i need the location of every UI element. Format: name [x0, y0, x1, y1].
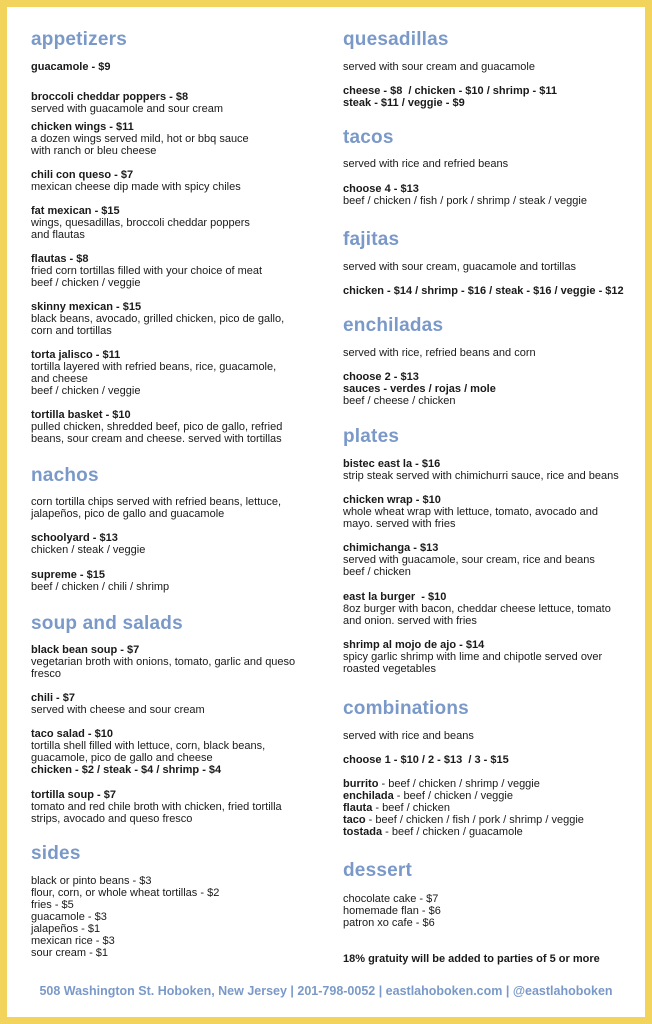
- section-title-quesadillas: quesadillas: [343, 29, 449, 50]
- menu-item: tortilla soup - $7 tomato and red chile broth with chicken, fried tortilla strips, avocado and queso fresco: [31, 789, 282, 825]
- section-title-appetizers: appetizers: [31, 29, 127, 50]
- menu-item: east la burger - $10 8oz burger with bacon, cheddar cheese lettuce, tomato and onion. served with fries: [343, 591, 611, 627]
- sides-list: black or pinto beans - $3 flour, corn, or whole wheat tortillas - $2 fries - $5 guacamole - $3 jalapeños - $1 mexican rice - $3 sour cream - $1: [31, 875, 220, 959]
- dessert-list: chocolate cake - $7 homemade flan - $6 patron xo cafe - $6: [343, 893, 441, 929]
- gratuity-notice: 18% gratuity will be added to parties of 5 or more: [343, 953, 600, 965]
- menu-item: black bean soup - $7 vegetarian broth with onions, tomato, garlic and queso fresco: [31, 644, 296, 680]
- menu-item: choose 4 - $13 beef / chicken / fish / pork / shrimp / steak / veggie: [343, 183, 587, 207]
- menu-item: flautas - $8 fried corn tortillas filled with your choice of meat beef / chicken / veggie: [31, 253, 263, 289]
- section-title-soup-and-salads: soup and salads: [31, 613, 183, 634]
- menu-item: supreme - $15 beef / chicken / chili / shrimp: [31, 569, 170, 593]
- menu-item: choose 2 - $13 sauces - verdes / rojas / mole beef / cheese / chicken: [343, 371, 496, 407]
- section-title-nachos: nachos: [31, 465, 99, 486]
- menu-item: chili - $7 served with cheese and sour cream: [31, 692, 205, 716]
- section-title-enchiladas: enchiladas: [343, 315, 444, 336]
- section-intro: served with rice, refried beans and corn: [343, 347, 536, 359]
- menu-page: [7, 7, 645, 1017]
- footer-contact: 508 Washington St. Hoboken, New Jersey | 201-798-0052 | eastlahoboken.com | @eastlahoboken: [39, 984, 613, 998]
- menu-item: shrimp al mojo de ajo - $14 spicy garlic shrimp with lime and chipotle served over roasted vegetables: [343, 639, 603, 675]
- section-intro: served with sour cream, guacamole and tortillas: [343, 261, 576, 273]
- menu-item: chimichanga - $13 served with guacamole, sour cream, rice and beans beef / chicken: [343, 542, 595, 578]
- price-list: cheese - $8 / chicken - $10 / shrimp - $11 steak - $11 / veggie - $9: [343, 85, 558, 109]
- menu-item: guacamole - $9: [31, 61, 111, 73]
- menu-item: torta jalisco - $11 tortilla layered with refried beans, rice, guacamole, and cheese beef / chicken / veggie: [31, 349, 277, 397]
- section-title-dessert: dessert: [343, 860, 412, 881]
- menu-item: chicken wrap - $10 whole wheat wrap with lettuce, tomato, avocado and mayo. served with fries: [343, 494, 598, 530]
- section-title-combinations: combinations: [343, 698, 469, 719]
- section-title-sides: sides: [31, 843, 81, 864]
- menu-item: broccoli cheddar poppers - $8 served with guacamole and sour cream: [31, 91, 223, 115]
- menu-item: fat mexican - $15 wings, quesadillas, broccoli cheddar poppers and flautas: [31, 205, 250, 241]
- menu-item: chili con queso - $7 mexican cheese dip made with spicy chiles: [31, 169, 241, 193]
- combination-options: burrito - beef / chicken / shrimp / veggie enchilada - beef / chicken / veggie flauta - beef / chicken taco - beef / chicken / fish / pork / shrimp / veggie tostada - beef / chicken / guacamole: [343, 778, 584, 838]
- menu-item: tortilla basket - $10 pulled chicken, shredded beef, pico de gallo, refried beans, sour cream and cheese. served with tortillas: [31, 409, 283, 445]
- menu-item: chicken wings - $11 a dozen wings served mild, hot or bbq sauce with ranch or bleu cheese: [31, 121, 249, 157]
- section-intro: served with rice and beans: [343, 730, 474, 742]
- section-title-fajitas: fajitas: [343, 229, 400, 250]
- menu-item: skinny mexican - $15 black beans, avocado, grilled chicken, pico de gallo, corn and tortillas: [31, 301, 285, 337]
- section-intro: corn tortilla chips served with refried beans, lettuce, jalapeños, pico de gallo and guacamole: [31, 496, 282, 520]
- menu-item: schoolyard - $13 chicken / steak / veggie: [31, 532, 146, 556]
- price-list: chicken - $14 / shrimp - $16 / steak - $16 / veggie - $12: [343, 285, 624, 297]
- menu-item: taco salad - $10 tortilla shell filled with lettuce, corn, black beans, guacamole, pico de gallo and cheese chicken - $2 / steak - $4 / shrimp - $4: [31, 728, 266, 776]
- section-intro: served with rice and refried beans: [343, 158, 509, 170]
- section-title-tacos: tacos: [343, 127, 394, 148]
- combination-pricing: choose 1 - $10 / 2 - $13 / 3 - $15: [343, 754, 509, 766]
- section-intro: served with sour cream and guacamole: [343, 61, 535, 73]
- menu-item: bistec east la - $16 strip steak served with chimichurri sauce, rice and beans: [343, 458, 619, 482]
- section-title-plates: plates: [343, 426, 400, 447]
